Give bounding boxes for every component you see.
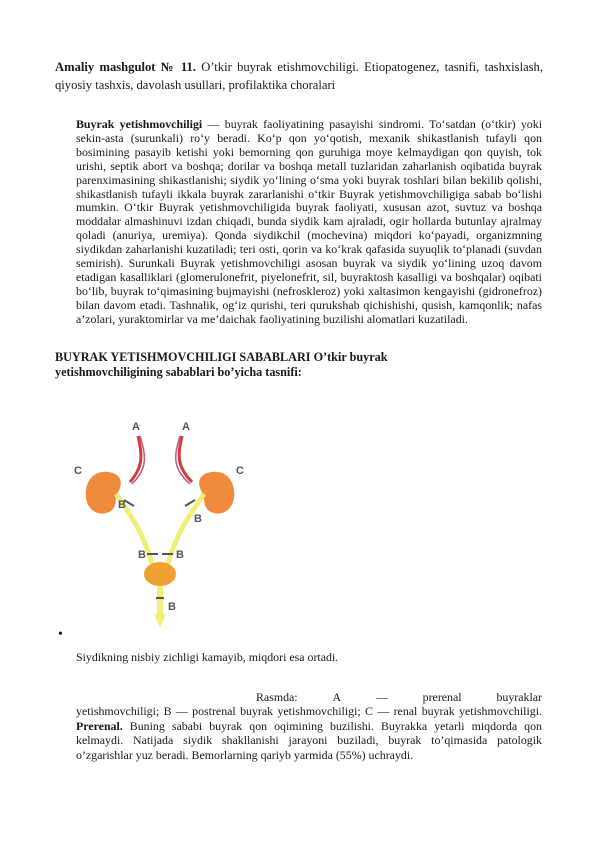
urethra-arrow — [154, 614, 166, 628]
caption-word: buyraklar — [496, 690, 542, 704]
caption-word: A — [332, 690, 342, 704]
kidney-right — [199, 472, 234, 514]
label-b-1: B — [118, 499, 126, 511]
kidney-diagram — [72, 414, 272, 640]
lesson-label: Amaliy mashgulot № 11. — [55, 60, 196, 74]
intro-term: Buyrak yetishmovchiligi — [76, 117, 203, 131]
label-b-4: B — [176, 549, 184, 561]
caption-word: prerenal — [422, 690, 462, 704]
figure-caption — [76, 690, 542, 762]
label-c-left: C — [74, 465, 82, 477]
label-c-right: C — [236, 465, 244, 477]
prerenal-text: Buning sababi buyrak qon oqimining buzilishi. Buyrakka yetarli miqdorda qon kelmaydi. Natijada siydik shakllanishi jarayoni buziladi, buyrak to’qimasida patologik o’zgarishlar yuz beradi. Bemorlarning qariyb yarmida (55%) uchraydi. — [76, 718, 542, 762]
section-heading: BUYRAK YETISHMOVCHILIGI SABABLARI O’tkir buyrak yetishmovchiligining sabablari bo’yicha tasnifi: — [55, 350, 388, 379]
kidney-diagram-svg — [72, 414, 272, 640]
caption-legend: yetishmovchiligi; B — postrenal buyrak yetishmovchiligi; C — renal buyrak yetishmovchiligi. — [76, 704, 542, 719]
prerenal-term: Prerenal. — [76, 718, 123, 733]
lesson-topic: O’tkir buyrak etishmovchiligi. Etiopatogenez, tasnifi, tashxislash, qiyosiy tashxis, davolash usullari, profilaktika choralari — [55, 60, 544, 92]
label-b-5: B — [168, 601, 176, 613]
label-a-right: A — [182, 421, 190, 433]
intro-paragraph — [76, 118, 542, 327]
caption-first-line — [76, 690, 542, 704]
page-title — [55, 59, 543, 94]
bullet-point: • — [58, 627, 63, 642]
label-a-left: A — [132, 421, 140, 433]
caption-word: — — [375, 690, 388, 704]
bladder — [144, 562, 176, 586]
caption-word: Rasmda: — [256, 690, 298, 704]
label-b-2: B — [194, 513, 202, 525]
label-b-3: B — [138, 549, 146, 561]
density-note: Siydikning nisbiy zichligi kamayib, miqdori esa ortadi. — [76, 650, 339, 664]
kidney-left — [86, 472, 121, 514]
intro-text: — buyrak faoliyatining pasayishi sindromi. To‘satdan (o‘tkir) yoki sekin-asta (surunkali) ro‘y beradi. Ko‘p qon yo‘qotish, mexanik shikastlanish tufayli qon bosimining pasayib ketishi yoki bemorning qon guruhiga moye kelmaydigan qon quyish, tok urishi, septik abort va boshqa; dorilar va boshqa metall tuzlaridan zaharlanish oqibatida buyrak parenximasining shikastlanishi; siydik yo‘lining o‘sma yoki buyrak toshlari bilan bekilib qolishi, shikastlanish tufayli ikkala buyrak zararlanishi o‘tkir Buyrak yetishmovchiligiga sabab bo‘lishi mumkin. O‘tkir Buyrak yetishmovchiligida buyrak faoliyati, xususan azot, suvtuz va boshqa moddalar almashinuvi izdan chiqadi, bunda siydik kam ajraladi, ogir hollarda butunlay ajralmay qoladi (anuriya, uremiya). Qonda siydikchil (mochevina) miqdori ko‘payadi, organizmning siydikdan zaharlanishi kuzatiladi; teri osti, qorin va ko‘krak qafasida suyuqlik to‘planadi (suvdan semirish). Surunkali Buyrak yetishmovchiligi asosan buyrak va siydik yo‘lining uzoq davom etadigan kasalliklari (glomerulonefrit, piyelonefrit, sil, buyraktosh kasalligi va boshqalar) oqibati bo‘lib, buyrak to‘qimasining bujmayishi (nefroskleroz) yoki xaltasimon kengayishi (gidronefroz) bilan davom etadi. Tashnalik, og‘iz qurishi, teri qurukshab qichishishi, qusish, kamqonlik; nafas a’zolari, yuraktomirlar va me’daichak faoliyatining buzilishi alomatlari kuzatiladi. — [76, 117, 542, 326]
